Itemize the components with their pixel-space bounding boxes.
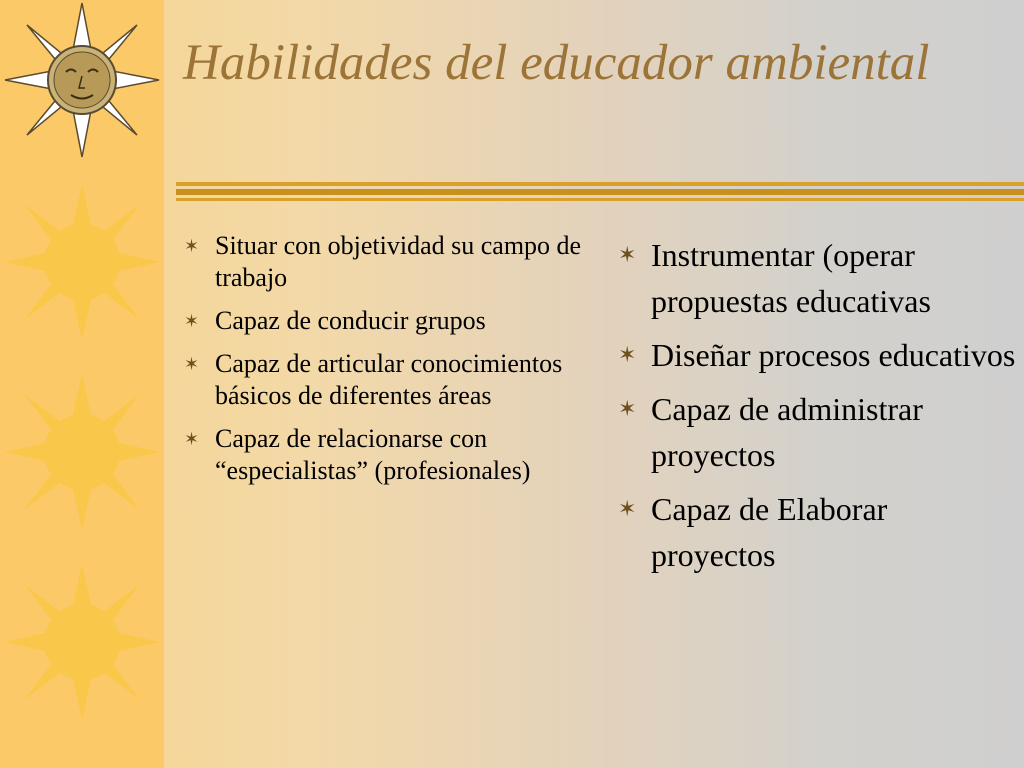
star-bullet-icon: ✶ bbox=[184, 429, 200, 449]
star-bullet-icon: ✶ bbox=[618, 342, 637, 367]
list-item-text: Diseñar procesos educativos bbox=[651, 337, 1016, 373]
list-item-text: Capaz de conducir grupos bbox=[215, 306, 486, 335]
list-item bbox=[184, 305, 584, 337]
right-bullet-list bbox=[618, 232, 1018, 586]
star-bullet-icon: ✶ bbox=[618, 396, 637, 421]
list-item bbox=[184, 230, 584, 294]
sun-icon bbox=[2, 182, 162, 342]
sun-icon bbox=[2, 372, 162, 532]
star-bullet-icon: ✶ bbox=[618, 242, 637, 267]
star-bullet-icon: ✶ bbox=[184, 236, 200, 256]
list-item bbox=[618, 486, 1018, 578]
star-bullet-icon: ✶ bbox=[184, 311, 200, 331]
star-bullet-icon: ✶ bbox=[618, 496, 637, 521]
sun-face-icon bbox=[2, 0, 162, 160]
list-item-text: Capaz de relacionarse con “especialistas” (profesionales) bbox=[215, 424, 531, 485]
list-item bbox=[618, 232, 1018, 324]
list-item bbox=[184, 423, 584, 487]
list-item-text: Capaz de administrar proyectos bbox=[651, 391, 923, 473]
sun-icon bbox=[2, 562, 162, 722]
list-item bbox=[618, 386, 1018, 478]
list-item-text: Instrumentar (operar propuestas educativas bbox=[651, 237, 931, 319]
slide-title: Habilidades del educador ambiental bbox=[183, 35, 930, 91]
list-item bbox=[184, 348, 584, 412]
decorative-sidebar bbox=[0, 0, 164, 768]
left-bullet-list bbox=[184, 230, 584, 498]
list-item-text: Capaz de articular conocimientos básicos de diferentes áreas bbox=[215, 349, 563, 410]
list-item bbox=[618, 332, 1018, 378]
star-bullet-icon: ✶ bbox=[184, 354, 200, 374]
list-item-text: Situar con objetividad su campo de trabajo bbox=[215, 231, 582, 292]
title-divider-rule bbox=[176, 182, 1024, 202]
list-item-text: Capaz de Elaborar proyectos bbox=[651, 491, 888, 573]
